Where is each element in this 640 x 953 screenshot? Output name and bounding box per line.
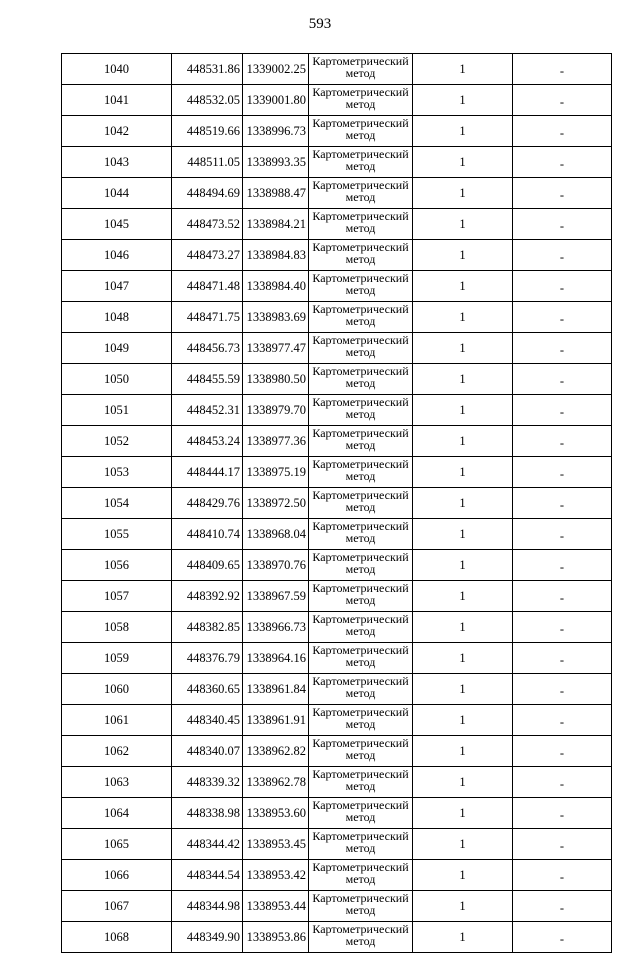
count-cell: 1 xyxy=(413,333,513,364)
table-row xyxy=(62,550,612,581)
count-cell: 1 xyxy=(413,85,513,116)
extra-cell: - xyxy=(513,395,612,426)
x-coordinate-cell: 448340.45 xyxy=(172,705,243,736)
extra-cell: - xyxy=(513,333,612,364)
point-number-cell: 1056 xyxy=(62,550,172,581)
y-coordinate-cell: 1338953.42 xyxy=(243,860,309,891)
x-coordinate-cell: 448344.98 xyxy=(172,891,243,922)
count-cell: 1 xyxy=(413,798,513,829)
point-number-cell: 1042 xyxy=(62,116,172,147)
x-coordinate-cell: 448444.17 xyxy=(172,457,243,488)
point-number-cell: 1064 xyxy=(62,798,172,829)
x-coordinate-cell: 448409.65 xyxy=(172,550,243,581)
count-cell: 1 xyxy=(413,581,513,612)
count-cell: 1 xyxy=(413,891,513,922)
y-coordinate-cell: 1338993.35 xyxy=(243,147,309,178)
y-coordinate-cell: 1338996.73 xyxy=(243,116,309,147)
x-coordinate-cell: 448376.79 xyxy=(172,643,243,674)
method-cell: Картометрический метод xyxy=(309,736,413,767)
method-cell: Картометрический метод xyxy=(309,364,413,395)
point-number-cell: 1059 xyxy=(62,643,172,674)
method-cell: Картометрический метод xyxy=(309,209,413,240)
point-number-cell: 1043 xyxy=(62,147,172,178)
count-cell: 1 xyxy=(413,302,513,333)
method-cell: Картометрический метод xyxy=(309,922,413,953)
method-cell: Картометрический метод xyxy=(309,178,413,209)
y-coordinate-cell: 1338977.47 xyxy=(243,333,309,364)
y-coordinate-cell: 1338968.04 xyxy=(243,519,309,550)
method-cell: Картометрический метод xyxy=(309,147,413,178)
point-number-cell: 1055 xyxy=(62,519,172,550)
y-coordinate-cell: 1338980.50 xyxy=(243,364,309,395)
method-cell: Картометрический метод xyxy=(309,612,413,643)
x-coordinate-cell: 448453.24 xyxy=(172,426,243,457)
y-coordinate-cell: 1338970.76 xyxy=(243,550,309,581)
count-cell: 1 xyxy=(413,550,513,581)
extra-cell: - xyxy=(513,147,612,178)
x-coordinate-cell: 448349.90 xyxy=(172,922,243,953)
point-number-cell: 1040 xyxy=(62,54,172,85)
extra-cell: - xyxy=(513,674,612,705)
x-coordinate-cell: 448340.07 xyxy=(172,736,243,767)
table-row xyxy=(62,705,612,736)
table-row xyxy=(62,333,612,364)
y-coordinate-cell: 1338961.91 xyxy=(243,705,309,736)
coordinates-table xyxy=(61,53,612,953)
extra-cell: - xyxy=(513,426,612,457)
extra-cell: - xyxy=(513,860,612,891)
method-cell: Картометрический метод xyxy=(309,705,413,736)
y-coordinate-cell: 1338953.86 xyxy=(243,922,309,953)
x-coordinate-cell: 448473.27 xyxy=(172,240,243,271)
y-coordinate-cell: 1338988.47 xyxy=(243,178,309,209)
x-coordinate-cell: 448344.54 xyxy=(172,860,243,891)
coordinates-table-body xyxy=(62,54,612,953)
method-cell: Картометрический метод xyxy=(309,271,413,302)
table-row xyxy=(62,674,612,705)
x-coordinate-cell: 448344.42 xyxy=(172,829,243,860)
extra-cell: - xyxy=(513,302,612,333)
y-coordinate-cell: 1339002.25 xyxy=(243,54,309,85)
count-cell: 1 xyxy=(413,147,513,178)
method-cell: Картометрический метод xyxy=(309,333,413,364)
table-row xyxy=(62,457,612,488)
y-coordinate-cell: 1338962.78 xyxy=(243,767,309,798)
table-row xyxy=(62,302,612,333)
method-cell: Картометрический метод xyxy=(309,457,413,488)
table-row xyxy=(62,147,612,178)
table-row xyxy=(62,519,612,550)
table-row xyxy=(62,798,612,829)
y-coordinate-cell: 1338972.50 xyxy=(243,488,309,519)
x-coordinate-cell: 448494.69 xyxy=(172,178,243,209)
extra-cell: - xyxy=(513,581,612,612)
point-number-cell: 1048 xyxy=(62,302,172,333)
point-number-cell: 1054 xyxy=(62,488,172,519)
method-cell: Картометрический метод xyxy=(309,891,413,922)
method-cell: Картометрический метод xyxy=(309,581,413,612)
y-coordinate-cell: 1338953.60 xyxy=(243,798,309,829)
point-number-cell: 1049 xyxy=(62,333,172,364)
point-number-cell: 1057 xyxy=(62,581,172,612)
point-number-cell: 1066 xyxy=(62,860,172,891)
y-coordinate-cell: 1338984.21 xyxy=(243,209,309,240)
point-number-cell: 1067 xyxy=(62,891,172,922)
page-number: 593 xyxy=(308,16,332,32)
y-coordinate-cell: 1338984.83 xyxy=(243,240,309,271)
count-cell: 1 xyxy=(413,457,513,488)
extra-cell: - xyxy=(513,488,612,519)
x-coordinate-cell: 448392.92 xyxy=(172,581,243,612)
table-row xyxy=(62,767,612,798)
extra-cell: - xyxy=(513,922,612,953)
y-coordinate-cell: 1338964.16 xyxy=(243,643,309,674)
method-cell: Картометрический метод xyxy=(309,395,413,426)
point-number-cell: 1065 xyxy=(62,829,172,860)
count-cell: 1 xyxy=(413,736,513,767)
count-cell: 1 xyxy=(413,271,513,302)
point-number-cell: 1062 xyxy=(62,736,172,767)
method-cell: Картометрический метод xyxy=(309,488,413,519)
extra-cell: - xyxy=(513,829,612,860)
table-row xyxy=(62,612,612,643)
count-cell: 1 xyxy=(413,674,513,705)
method-cell: Картометрический метод xyxy=(309,798,413,829)
extra-cell: - xyxy=(513,271,612,302)
point-number-cell: 1047 xyxy=(62,271,172,302)
y-coordinate-cell: 1338975.19 xyxy=(243,457,309,488)
table-row xyxy=(62,891,612,922)
method-cell: Картометрический метод xyxy=(309,767,413,798)
extra-cell: - xyxy=(513,643,612,674)
method-cell: Картометрический метод xyxy=(309,860,413,891)
count-cell: 1 xyxy=(413,767,513,798)
table-row xyxy=(62,643,612,674)
method-cell: Картометрический метод xyxy=(309,54,413,85)
point-number-cell: 1052 xyxy=(62,426,172,457)
count-cell: 1 xyxy=(413,116,513,147)
method-cell: Картометрический метод xyxy=(309,519,413,550)
table-row xyxy=(62,54,612,85)
x-coordinate-cell: 448429.76 xyxy=(172,488,243,519)
method-cell: Картометрический метод xyxy=(309,116,413,147)
y-coordinate-cell: 1338984.40 xyxy=(243,271,309,302)
point-number-cell: 1050 xyxy=(62,364,172,395)
y-coordinate-cell: 1339001.80 xyxy=(243,85,309,116)
count-cell: 1 xyxy=(413,54,513,85)
table-row xyxy=(62,860,612,891)
count-cell: 1 xyxy=(413,488,513,519)
count-cell: 1 xyxy=(413,860,513,891)
x-coordinate-cell: 448519.66 xyxy=(172,116,243,147)
y-coordinate-cell: 1338962.82 xyxy=(243,736,309,767)
point-number-cell: 1058 xyxy=(62,612,172,643)
extra-cell: - xyxy=(513,550,612,581)
point-number-cell: 1053 xyxy=(62,457,172,488)
point-number-cell: 1044 xyxy=(62,178,172,209)
point-number-cell: 1060 xyxy=(62,674,172,705)
count-cell: 1 xyxy=(413,922,513,953)
table-row xyxy=(62,488,612,519)
table-row xyxy=(62,736,612,767)
y-coordinate-cell: 1338979.70 xyxy=(243,395,309,426)
table-row xyxy=(62,85,612,116)
table-row xyxy=(62,209,612,240)
extra-cell: - xyxy=(513,178,612,209)
table-row xyxy=(62,116,612,147)
method-cell: Картометрический метод xyxy=(309,426,413,457)
method-cell: Картометрический метод xyxy=(309,85,413,116)
extra-cell: - xyxy=(513,116,612,147)
y-coordinate-cell: 1338977.36 xyxy=(243,426,309,457)
x-coordinate-cell: 448410.74 xyxy=(172,519,243,550)
method-cell: Картометрический метод xyxy=(309,550,413,581)
table-row xyxy=(62,922,612,953)
extra-cell: - xyxy=(513,209,612,240)
count-cell: 1 xyxy=(413,643,513,674)
x-coordinate-cell: 448452.31 xyxy=(172,395,243,426)
table-row xyxy=(62,178,612,209)
x-coordinate-cell: 448455.59 xyxy=(172,364,243,395)
x-coordinate-cell: 448339.32 xyxy=(172,767,243,798)
table-row xyxy=(62,240,612,271)
count-cell: 1 xyxy=(413,426,513,457)
extra-cell: - xyxy=(513,705,612,736)
table-row xyxy=(62,829,612,860)
extra-cell: - xyxy=(513,519,612,550)
point-number-cell: 1051 xyxy=(62,395,172,426)
count-cell: 1 xyxy=(413,178,513,209)
x-coordinate-cell: 448456.73 xyxy=(172,333,243,364)
extra-cell: - xyxy=(513,736,612,767)
y-coordinate-cell: 1338967.59 xyxy=(243,581,309,612)
method-cell: Картометрический метод xyxy=(309,240,413,271)
x-coordinate-cell: 448473.52 xyxy=(172,209,243,240)
point-number-cell: 1061 xyxy=(62,705,172,736)
table-row xyxy=(62,426,612,457)
count-cell: 1 xyxy=(413,240,513,271)
y-coordinate-cell: 1338966.73 xyxy=(243,612,309,643)
extra-cell: - xyxy=(513,240,612,271)
x-coordinate-cell: 448471.48 xyxy=(172,271,243,302)
y-coordinate-cell: 1338953.44 xyxy=(243,891,309,922)
extra-cell: - xyxy=(513,457,612,488)
x-coordinate-cell: 448360.65 xyxy=(172,674,243,705)
method-cell: Картометрический метод xyxy=(309,829,413,860)
count-cell: 1 xyxy=(413,395,513,426)
count-cell: 1 xyxy=(413,612,513,643)
y-coordinate-cell: 1338953.45 xyxy=(243,829,309,860)
point-number-cell: 1041 xyxy=(62,85,172,116)
method-cell: Картометрический метод xyxy=(309,302,413,333)
x-coordinate-cell: 448471.75 xyxy=(172,302,243,333)
method-cell: Картометрический метод xyxy=(309,674,413,705)
point-number-cell: 1045 xyxy=(62,209,172,240)
table-row xyxy=(62,271,612,302)
table-row xyxy=(62,364,612,395)
extra-cell: - xyxy=(513,612,612,643)
table-row xyxy=(62,581,612,612)
count-cell: 1 xyxy=(413,829,513,860)
count-cell: 1 xyxy=(413,705,513,736)
x-coordinate-cell: 448532.05 xyxy=(172,85,243,116)
y-coordinate-cell: 1338961.84 xyxy=(243,674,309,705)
extra-cell: - xyxy=(513,891,612,922)
x-coordinate-cell: 448511.05 xyxy=(172,147,243,178)
count-cell: 1 xyxy=(413,519,513,550)
extra-cell: - xyxy=(513,798,612,829)
x-coordinate-cell: 448338.98 xyxy=(172,798,243,829)
count-cell: 1 xyxy=(413,364,513,395)
count-cell: 1 xyxy=(413,209,513,240)
point-number-cell: 1063 xyxy=(62,767,172,798)
extra-cell: - xyxy=(513,364,612,395)
point-number-cell: 1068 xyxy=(62,922,172,953)
extra-cell: - xyxy=(513,767,612,798)
method-cell: Картометрический метод xyxy=(309,643,413,674)
x-coordinate-cell: 448382.85 xyxy=(172,612,243,643)
y-coordinate-cell: 1338983.69 xyxy=(243,302,309,333)
point-number-cell: 1046 xyxy=(62,240,172,271)
table-row xyxy=(62,395,612,426)
extra-cell: - xyxy=(513,54,612,85)
x-coordinate-cell: 448531.86 xyxy=(172,54,243,85)
extra-cell: - xyxy=(513,85,612,116)
